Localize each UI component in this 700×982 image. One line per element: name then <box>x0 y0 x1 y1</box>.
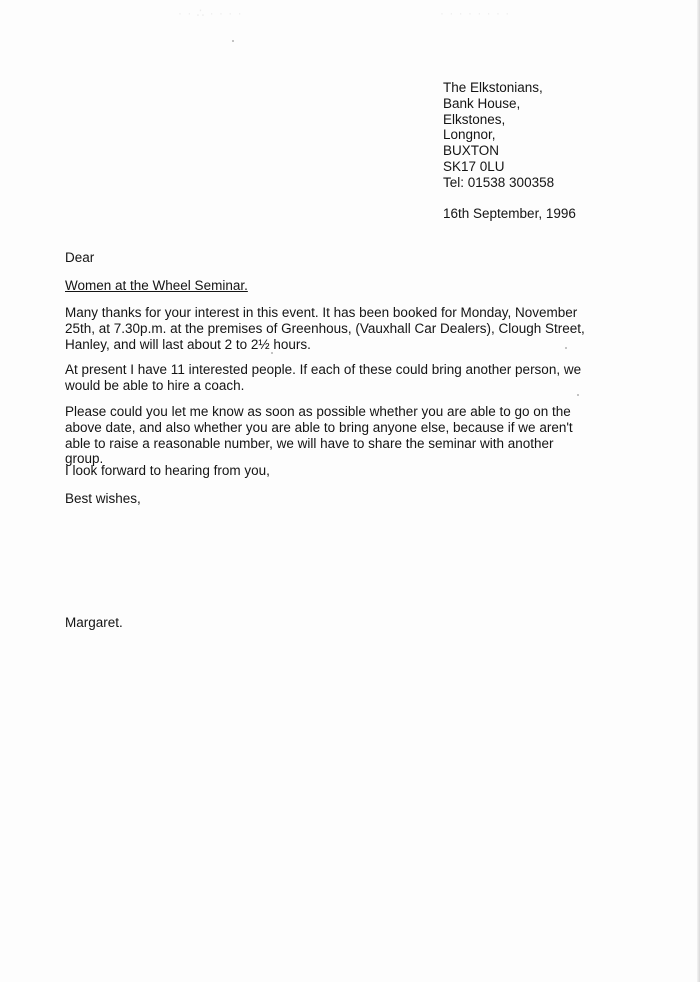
scan-speck <box>232 40 234 42</box>
scan-speck <box>271 352 273 354</box>
subject-line: Women at the Wheel Seminar. <box>65 278 248 293</box>
paragraph-request: Please could you let me know as soon as possible whether you are able to go on the above date, and also whether you are able to bring anyone else, because if we aren't able to raise a reasonable number, we will have to share the seminar with another group. <box>65 404 573 467</box>
address-line: SK17 0LU <box>443 158 505 174</box>
sign-off: Best wishes, <box>65 491 141 506</box>
signature-name: Margaret. <box>65 615 123 630</box>
letter-date: 16th September, 1996 <box>443 206 576 221</box>
sender-address <box>443 80 554 191</box>
paragraph-booking: Many thanks for your interest in this event. It has been booked for Monday, November 25th, at 7.30p.m. at the premises of Greenhous, (Vauxhall Car Dealers), Clough Street, Hanley, and will last about 2 to 2½ hours. <box>65 305 585 352</box>
address-line: BUXTON <box>443 143 500 159</box>
show-through-text-left: · · ∴ · · · · <box>178 6 243 20</box>
address-line: Tel: 01538 300358 <box>443 174 555 190</box>
scan-speck <box>577 394 579 396</box>
address-line: Bank House, <box>443 95 521 111</box>
show-through-text-right: · · · · · · · · <box>440 6 511 20</box>
address-line: Longnor, <box>443 127 496 143</box>
scan-speck <box>565 347 567 349</box>
address-line: The Elkstonians, <box>443 80 543 95</box>
paragraph-attendance: At present I have 11 interested people. If each of these could bring another person, we would be able to hire a coach. <box>65 362 582 393</box>
salutation: Dear <box>65 250 95 265</box>
closing-line: I look forward to hearing from you, <box>65 463 270 478</box>
address-line: Elkstones, <box>443 111 506 127</box>
